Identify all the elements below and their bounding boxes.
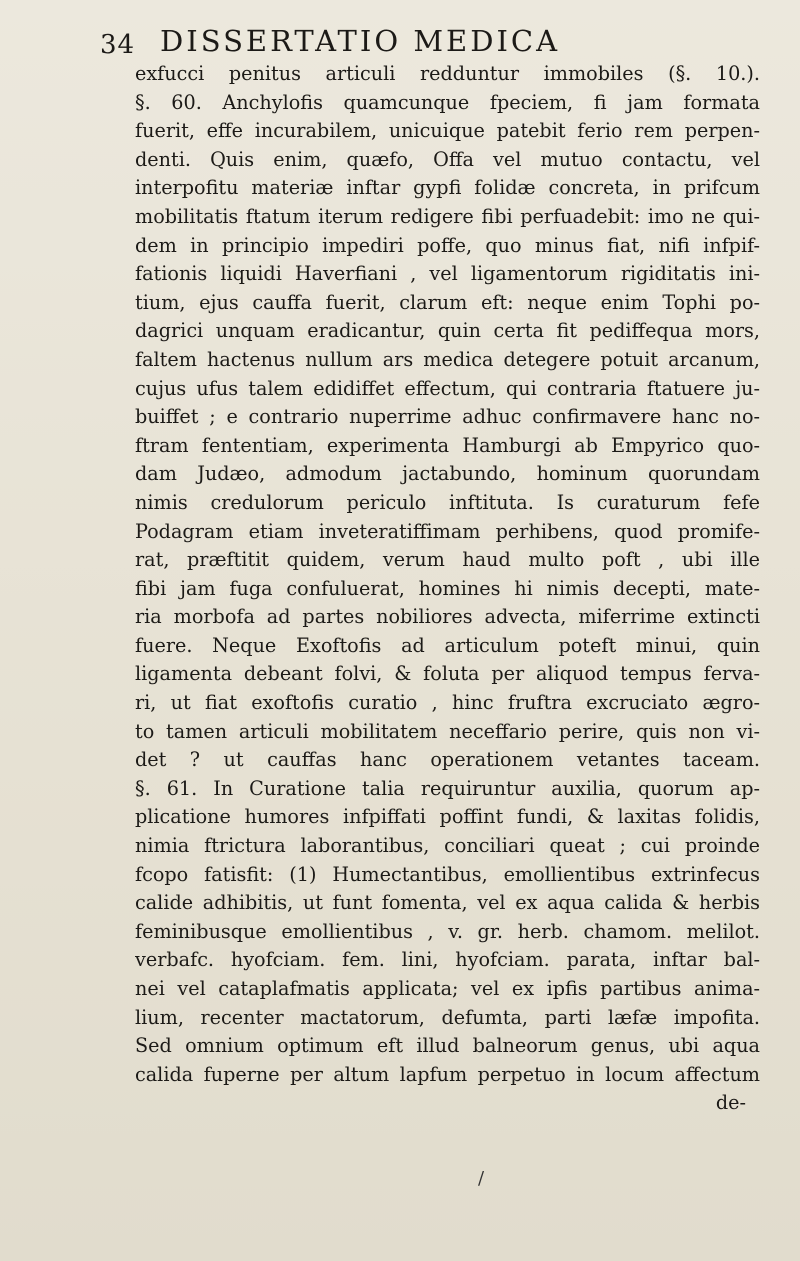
text-line: buiffet ; e contrario nuperrime adhuc confirmavere hanc no- (135, 405, 760, 429)
page-header (100, 20, 740, 60)
text-line: rat, præftitit quidem, verum haud multo poft , ubi ille (135, 548, 760, 572)
running-title: DISSERTATIO MEDICA (160, 24, 561, 58)
text-line: exfucci penitus articuli redduntur immobiles (§. 10.). (135, 62, 760, 85)
text-line: fibi jam fuga confuluerat, homines hi nimis decepti, mate- (135, 576, 760, 600)
catchword: de- (715, 1091, 746, 1115)
text-line: denti. Quis enim, quæfo, Offa vel mutuo contactu, vel (135, 147, 760, 171)
text-line: det ? ut cauffas hanc operationem vetantes taceam. (135, 748, 760, 772)
text-line: fuere. Neque Exoftofis ad articulum poteft minui, quin (135, 633, 760, 657)
text-line: dagrici unquam eradicantur, quin certa fit pediffequa mors, (135, 319, 760, 343)
text-line: dam Judæo, admodum jactabundo, hominum quorundam (135, 462, 760, 486)
text-line: calida fuperne per altum lapfum perpetuo in locum affectum (135, 1062, 760, 1086)
body-text (135, 60, 760, 1118)
text-line: cujus ufus talem edidiffet effectum, qui contraria ftatuere ju- (135, 376, 760, 400)
text-line: interpofitu materiæ inftar gypfi folidæ concreta, in prifcum (135, 176, 760, 200)
text-line: §. 60. Anchylofis quamcunque fpeciem, fi jam formata (135, 90, 760, 114)
text-line: ligamenta debeant folvi, & foluta per aliquod tempus ferva- (135, 662, 760, 686)
text-line: plicatione humores infpiffati poffint fundi, & laxitas folidis, (135, 805, 760, 829)
text-line: §. 61. In Curatione talia requiruntur auxilia, quorum ap- (135, 776, 760, 800)
text-line: calide adhibitis, ut funt fomenta, vel ex aqua calida & herbis (135, 891, 760, 915)
text-line: nei vel cataplafmatis applicata; vel ex ipfis partibus anima- (135, 977, 760, 1000)
text-line: lium, recenter mactatorum, defumta, parti læfæ impofita. (135, 1005, 760, 1029)
text-line: faltem hactenus nullum ars medica detegere potuit arcanum, (135, 347, 760, 371)
text-line: tium, ejus cauffa fuerit, clarum eft: neque enim Tophi po- (135, 290, 760, 314)
text-line: fcopo fatisfit: (1) Humectantibus, emollientibus extrinfecus (135, 862, 760, 886)
text-line: Podagram etiam inveteratiffimam perhibens, quod promife- (135, 519, 760, 543)
ink-mark: / (478, 1168, 485, 1189)
text-line: feminibusque emollientibus , v. gr. herb. chamom. melilot. (135, 919, 760, 943)
text-line: ftram fententiam, experimenta Hamburgi ab Empyrico quo- (135, 433, 760, 457)
text-line: nimis credulorum periculo inftituta. Is curaturum fefe (135, 490, 760, 514)
text-line: ri, ut fiat exoftofis curatio , hinc fruftra excruciato ægro- (135, 691, 760, 715)
text-line: fationis liquidi Haverfiani , vel ligamentorum rigiditatis ini- (135, 262, 760, 286)
text-line: mobilitatis ftatum iterum redigere fibi perfuadebit: imo ne qui- (135, 204, 760, 228)
text-line: Sed omnium optimum eft illud balneorum genus, ubi aqua (135, 1034, 760, 1058)
page-number: 34 (100, 30, 136, 60)
text-line: dem in principio impediri poffe, quo minus fiat, nifi infpif- (135, 233, 760, 257)
text-line: to tamen articuli mobilitatem neceffario perire, quis non vi- (135, 719, 760, 743)
text-line: verbafc. hyofciam. fem. lini, hyofciam. parata, inftar bal- (135, 948, 760, 972)
text-line: nimia ftrictura laborantibus, conciliari queat ; cui proinde (135, 834, 760, 858)
text-line: ria morbofa ad partes nobiliores advecta, miferrime extincti (135, 605, 760, 629)
text-line: fuerit, effe incurabilem, unicuique patebit ferio rem perpen- (135, 119, 760, 143)
